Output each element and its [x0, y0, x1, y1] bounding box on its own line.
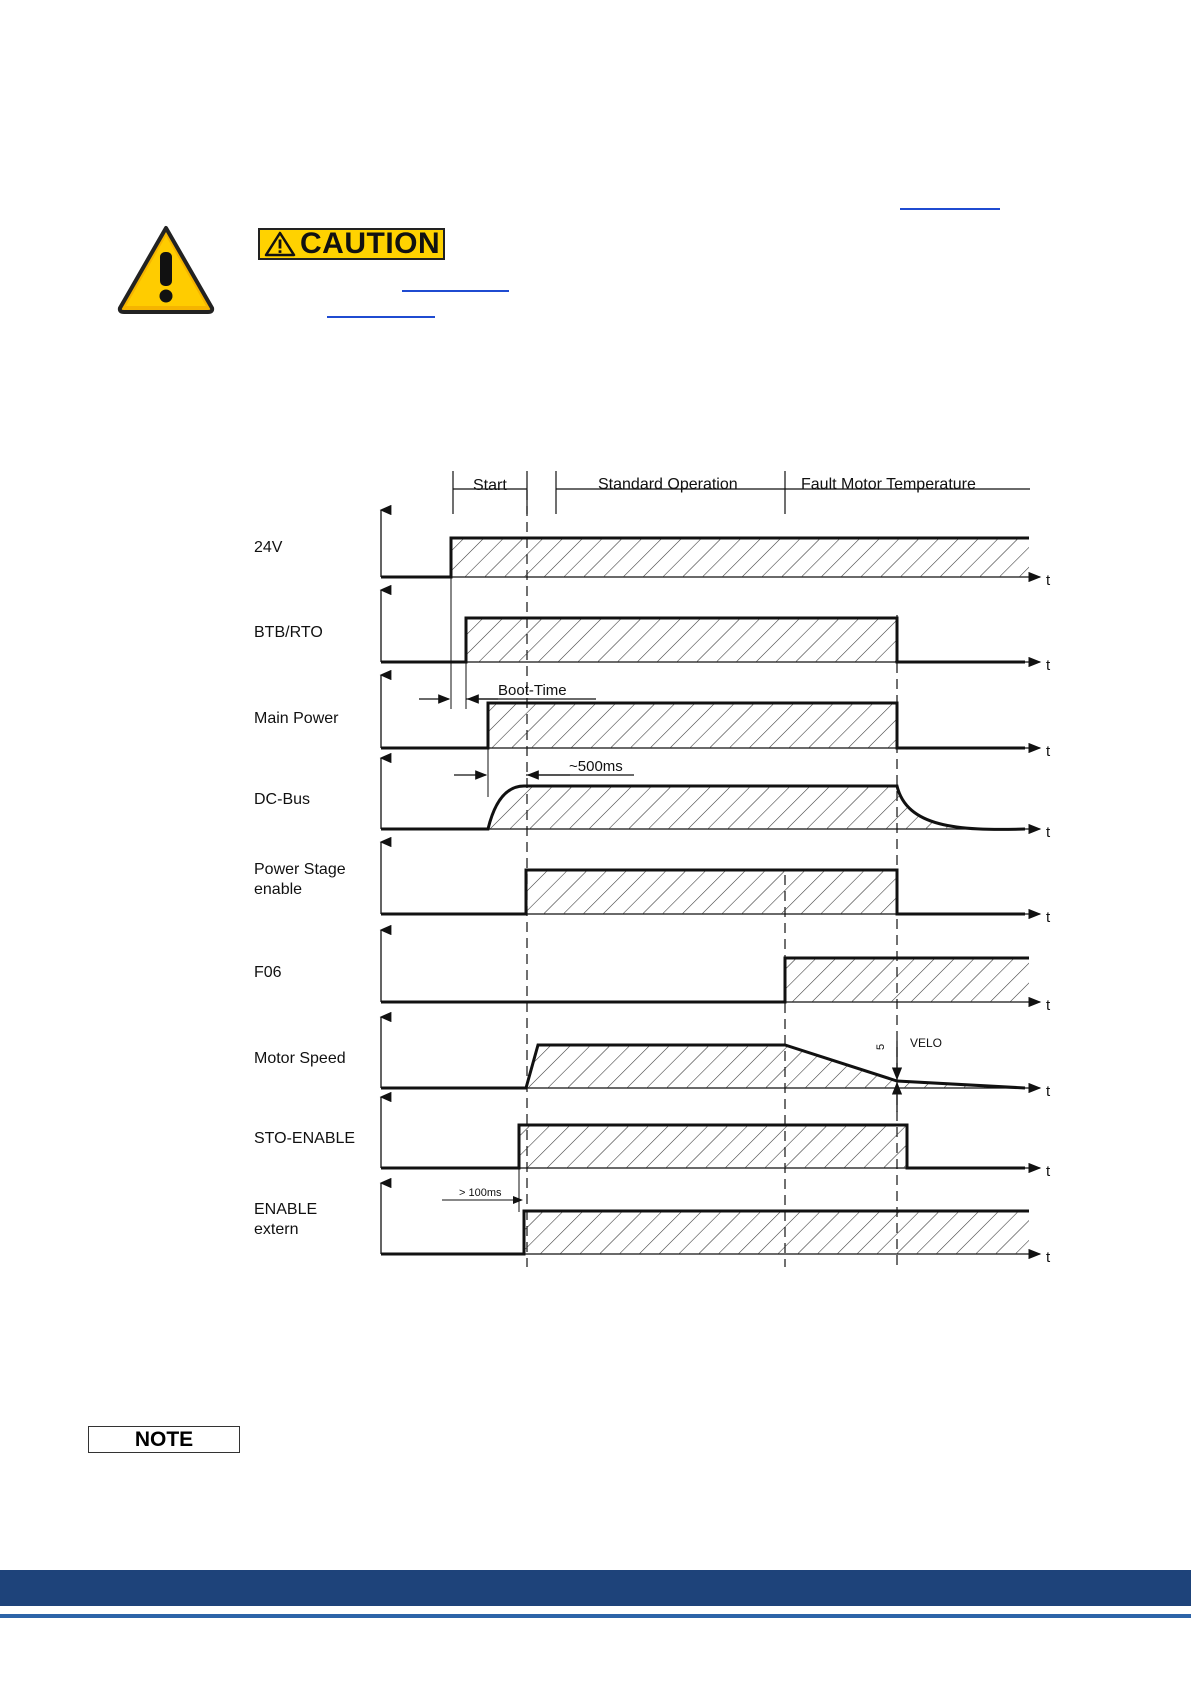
- time-axis-label: t: [1046, 1163, 1051, 1180]
- signal-hatch: [488, 703, 897, 748]
- enable-delay-label: > 100ms: [459, 1187, 502, 1199]
- signal-hatch: [524, 1211, 1029, 1254]
- phase-label-fault: Fault Motor Temperature: [801, 476, 976, 493]
- phase-label-standard: Standard Operation: [598, 476, 738, 493]
- signal-label-enable: ENABLE: [254, 1201, 318, 1218]
- caution-triangle-icon: [264, 231, 296, 257]
- note-label: NOTE: [88, 1426, 240, 1453]
- hyperlink-underline[interactable]: [900, 208, 1000, 210]
- signal-hatch: [785, 958, 1029, 1002]
- time-axis-label: t: [1046, 572, 1051, 589]
- time-axis-label: t: [1046, 1249, 1051, 1266]
- signal-hatch: [526, 870, 897, 914]
- signal-hatch: [519, 1125, 907, 1168]
- signal-label-sto: STO-ENABLE: [254, 1130, 356, 1147]
- timing-diagram: [230, 455, 1060, 1275]
- time-axis-label: t: [1046, 657, 1051, 674]
- signal-label-powerstage: enable: [254, 881, 303, 898]
- time-axis-label: t: [1046, 743, 1051, 760]
- footer-line: [0, 1614, 1191, 1618]
- dcbus-delay-label: ~500ms: [569, 758, 623, 775]
- velo-value: 5: [875, 1043, 887, 1050]
- velo-label: VELO: [910, 1036, 943, 1050]
- time-axis-label: t: [1046, 824, 1051, 841]
- boot-time-label: Boot-Time: [498, 682, 567, 699]
- signal-label-24v: 24V: [254, 539, 283, 556]
- signal-label-motorspeed: Motor Speed: [254, 1050, 346, 1067]
- signal-label-f06: F06: [254, 964, 282, 981]
- signal-hatch: [466, 618, 897, 662]
- signal-label-enable: extern: [254, 1221, 299, 1238]
- caution-badge: [258, 228, 445, 260]
- time-axis-label: t: [1046, 1083, 1051, 1100]
- footer-bar: [0, 1570, 1191, 1606]
- warning-triangle-icon: [116, 224, 216, 314]
- hyperlink-underline[interactable]: [402, 290, 509, 292]
- signal-label-mainpower: Main Power: [254, 710, 339, 727]
- signal-label-dcbus: DC-Bus: [254, 791, 311, 808]
- signal-label-powerstage: Power Stage: [254, 861, 346, 878]
- phase-label-start: Start: [473, 477, 507, 494]
- time-axis-label: t: [1046, 909, 1051, 926]
- hyperlink-underline[interactable]: [327, 316, 435, 318]
- signal-label-btb: BTB/RTO: [254, 624, 323, 641]
- signal-hatch: [451, 538, 1029, 577]
- caution-label: CAUTION: [300, 227, 441, 260]
- signal-hatch: [381, 786, 1025, 829]
- time-axis-label: t: [1046, 997, 1051, 1014]
